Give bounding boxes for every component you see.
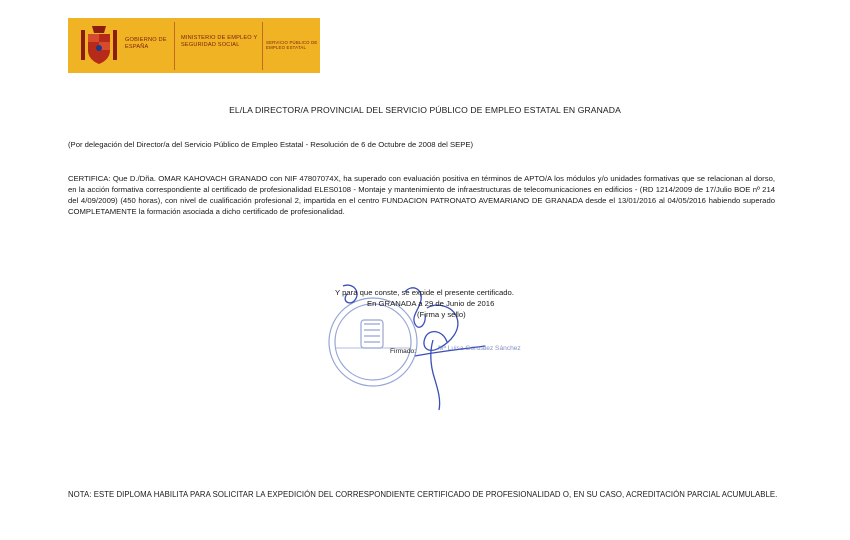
certification-body: CERTIFICA: Que D./Dña. OMAR KAHOVACH GRANADO con NIF 47807074X, ha superado con evaluación positiva en términos de APTO/A los módulos y/o unidades formativas que se relacionan al dorso, en la acción formativa correspondiente al certificado de profesionalidad ELES0108 - Montaje y mantenimiento de infraestructuras de telecomunicaciones en edificios - (RD 1214/2009 de 17/Julio BOE nº 214 del 4/09/2009) (450 horas), con nivel de cualificación profesional 2, impartida en el centro FUNDACION PATRONATO AVEMARIANO DE GRANADA desde el 13/01/2016 al 04/05/2016 habiendo superado COMPLETAMENTE la formación asociada a dicho certificado de profesionalidad. [68, 174, 775, 216]
issuance-place-date: En GRANADA a 29 de Junio de 2016 [367, 299, 495, 308]
header-divider [174, 22, 175, 70]
coat-of-arms-icon [78, 24, 120, 68]
signer-name: Mª Luisa González Sánchez [438, 345, 521, 352]
gobierno-label: GOBIERNO DE ESPAÑA [125, 37, 167, 50]
issuance-block [335, 287, 595, 320]
delegation-note: (Por delegación del Director/a del Servicio Público de Empleo Estatal - Resolución de 6 de Octubre de 2008 del SEPE) [68, 140, 474, 149]
sepe-label: SERVICIO PÚBLICO DE EMPLEO ESTATAL [266, 40, 318, 50]
document-title: EL/LA DIRECTOR/A PROVINCIAL DEL SERVICIO PÚBLICO DE EMPLEO ESTATAL EN GRANADA [229, 105, 621, 115]
ministerio-label: MINISTERIO DE EMPLEO Y SEGURIDAD SOCIAL [181, 35, 258, 48]
header-divider [262, 22, 263, 70]
signature-stamp-label: (Firma y sello) [417, 310, 466, 319]
footer-note: NOTA: ESTE DIPLOMA HABILITA PARA SOLICITAR LA EXPEDICIÓN DEL CORRESPONDIENTE CERTIFICADO DE PROFESIONALIDAD O, EN SU CASO, ACREDITACIÓN PARCIAL ACUMULABLE. [68, 490, 778, 499]
issuance-statement: Y para que conste, se expide el presente certificado. [335, 288, 514, 297]
firmado-label: Firmado: [390, 348, 417, 355]
